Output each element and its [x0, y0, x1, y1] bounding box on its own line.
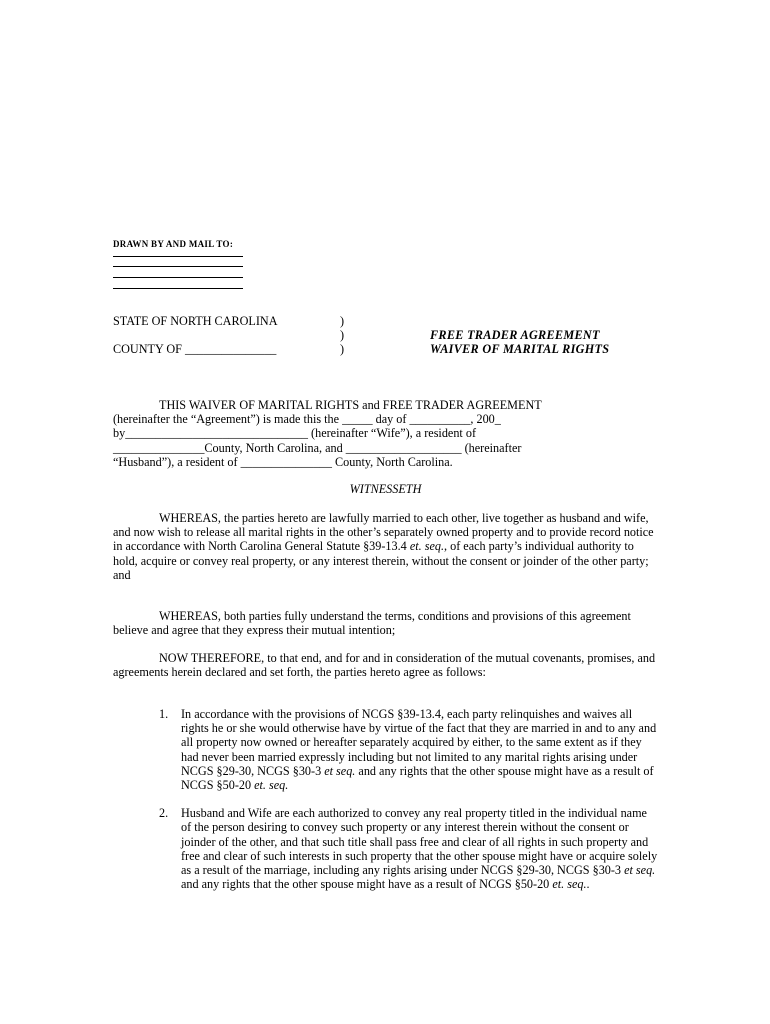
- caption-paren: ): [340, 328, 345, 342]
- item-text: [181, 806, 658, 891]
- item-citation: et seq.: [624, 863, 656, 878]
- item-text-part: In accordance with the provisions of NCGS §39-13.4, each party relinquishes and waives all rights he or she would otherwise have by virtue of the fact that they are married in and to any and all property now owned or hereafter separately acquired by either, to the same extent as if they had never been married expressly including but not limited to any marital rights arising under NCGS §29-30, NCGS §30-3: [181, 707, 657, 778]
- list-item: [113, 707, 658, 792]
- document-title-line1: FREE TRADER AGREEMENT: [430, 328, 600, 342]
- item-number: 2.: [159, 806, 169, 821]
- item-text-part: .: [586, 877, 590, 892]
- item-citation: et. seq.: [254, 778, 289, 793]
- item-text-part: and any rights that the other spouse might have as a result of NCGS §50-20: [181, 763, 654, 793]
- address-blank-line: [113, 256, 243, 257]
- caption-paren: ): [340, 342, 345, 356]
- item-number: 1.: [159, 707, 169, 721]
- address-blank-line: [113, 266, 243, 267]
- whereas-text: WHEREAS, the parties hereto are lawfully married to each other, live together as husband and wife, and now wish to release all marital rights in the other’s separately owned property and to provide record notice in accordance with North Carolina General Statute §39-13.4: [113, 511, 654, 554]
- item-text-part: Husband and Wife are each authorized to convey any real property titled in the individual name of the person desiring to convey such property or any interest therein without the consent or joinder of the other, and that such title shall pass free and clear of all rights in such property and free and clear of such interests in such property that the other spouse might have or acquire solely as a result of the marriage, including any rights arising under NCGS §29-30, NCGS §30-3: [181, 806, 658, 878]
- list-item: [113, 806, 658, 891]
- whereas-text: , of each party’s individual authority to hold, acquire or convey real property, or any interest therein, without the consent or joinder of the other party; and: [113, 539, 649, 582]
- whereas-paragraph-1: [113, 511, 658, 582]
- drawn-by-label: DRAWN BY AND MAIL TO:: [113, 239, 234, 249]
- agreement-terms-list: [113, 707, 658, 891]
- item-text: [181, 707, 658, 792]
- whereas-citation: et. seq.: [409, 539, 444, 554]
- intro-line: by______________________________ (hereinafter “Wife”), a resident of: [113, 426, 477, 441]
- intro-line: (hereinafter the “Agreement”) is made this the _____ day of __________, 200_: [113, 412, 501, 427]
- intro-line: “Husband”), a resident of _______________ County, North Carolina.: [113, 454, 453, 469]
- now-therefore-paragraph: NOW THEREFORE, to that end, and for and in consideration of the mutual covenants, promises, and agreements herein declared and set forth, the parties hereto agree as follows:: [113, 651, 656, 680]
- intro-line: THIS WAIVER OF MARITAL RIGHTS and FREE TRADER AGREEMENT: [159, 398, 542, 412]
- county-caption: COUNTY OF _______________: [113, 342, 277, 356]
- intro-line: _______________County, North Carolina, and ___________________ (hereinafter: [113, 440, 522, 455]
- item-citation: et seq.: [324, 763, 356, 778]
- whereas-paragraph-2: WHEREAS, both parties fully understand the terms, conditions and provisions of this agreement believe and agree that they express their mutual intention;: [113, 609, 631, 638]
- item-citation: et. seq.: [552, 877, 587, 892]
- state-caption: STATE OF NORTH CAROLINA: [113, 314, 278, 328]
- address-blank-line: [113, 288, 243, 289]
- address-blank-line: [113, 277, 243, 278]
- caption-paren: ): [340, 314, 345, 328]
- intro-paragraph: [113, 398, 658, 469]
- witnesseth-heading: WITNESSETH: [349, 482, 422, 496]
- document-title-line2: WAIVER OF MARITAL RIGHTS: [430, 342, 610, 356]
- item-text-part: and any rights that the other spouse might have as a result of NCGS §50-20: [181, 877, 553, 892]
